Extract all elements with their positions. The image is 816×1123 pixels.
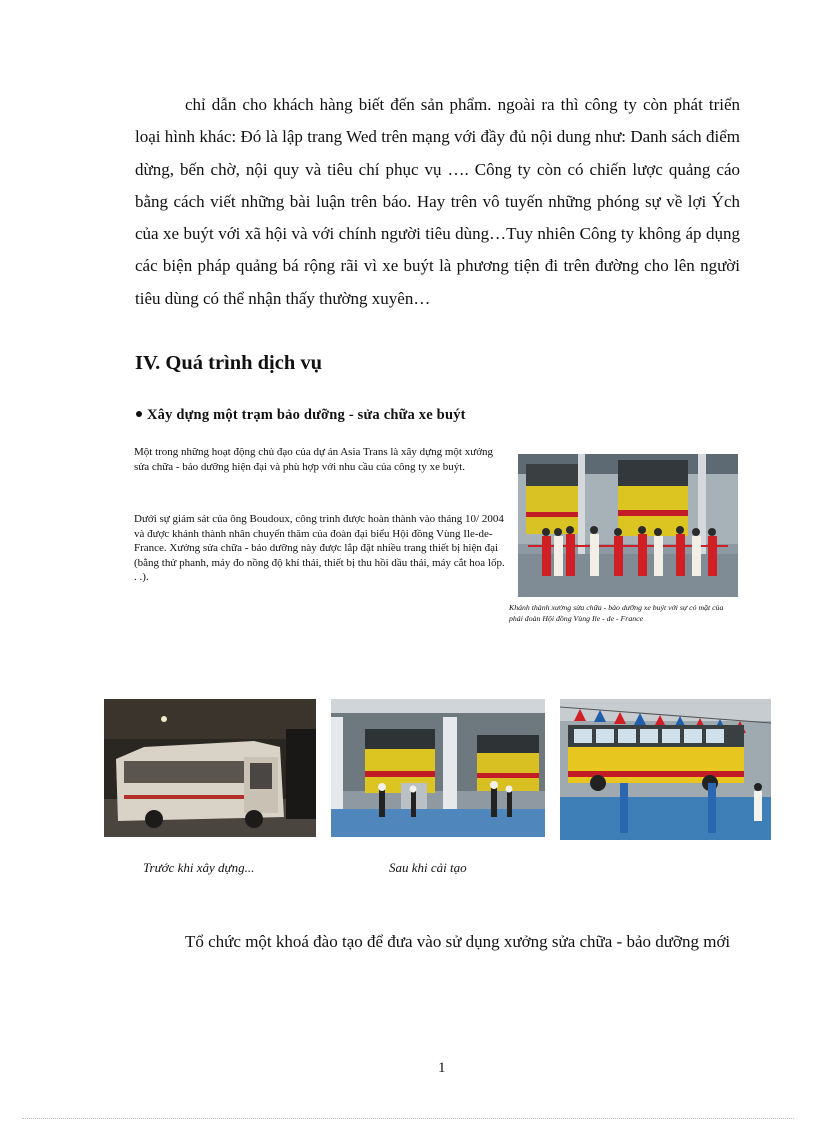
page-number: 1 [438, 1060, 446, 1076]
page-bottom-divider [22, 1118, 794, 1119]
after-caption: Sau khi cải tạo [389, 860, 467, 875]
subsection-paragraph-2: Dưới sự giám sát của ông Boudoux, công trình được hoàn thành vào tháng 10/ 2004 và được khánh thành nhân chuyến thăm của đoàn đại biểu Hội đồng Vùng Ile-de-France. Xưởng sửa chữa - bảo dưỡng này được lắp đặt nhiều trang thiết bị hiện đại (bằng thử phanh, máy đo nồng độ khí thải, thiết bị thu hồi dầu thải, máy cắt hoa lốp. . .). [134, 513, 505, 584]
section-heading: IV. Quá trình dịch vụ [135, 352, 323, 374]
before-caption: Trước khi xây dựng... [143, 860, 255, 875]
subsection-paragraph-1: Một trong những hoạt động chủ đạo của dự án Asia Trans là xây dựng một xưởng sửa chữa - bảo dưỡng hiện đại và phù hợp với nhu cầu của công ty xe buýt. [134, 446, 494, 473]
closing-paragraph [135, 926, 740, 958]
subsection-title: Xây dựng một trạm bảo dưỡng - sửa chữa xe buýt [147, 407, 466, 423]
intro-paragraph-text: chỉ dẫn cho khách hàng biết đến sản phẩm. ngoài ra thì công ty còn phát triển loại hình khác: Đó là lập trang Wed trên mạng với đầy đủ nội dung như: Danh sách điểm dừng, bến chờ, nội quy và tiêu chí phục vụ …. Công ty còn có chiến lược quảng cáo bằng cách viết những bài luận trên báo. Hay trên vô tuyến những phóng sự về lợi Ých của xe buýt với xã hội và với chính người tiêu dùng…Tuy nhiên Công ty không áp dụng các biện pháp quảng bá rộng rãi vì xe buýt là phương tiện đi trên đường cho lên người tiêu dùng có thể nhận thấy thường xuyên… [135, 95, 740, 308]
ribbon-photo-caption: Khánh thành xưởng sửa chữa - bảo dưỡng xe buýt với sự có mặt của phái đoàn Hội đồng Vùng Ile - de - France [509, 603, 724, 623]
closing-paragraph-text: Tổ chức một khoá đào tạo để đưa vào sử dụng xưởng sửa chữa - bảo dưỡng mới [185, 932, 731, 951]
subsection-heading [136, 407, 466, 424]
workshop-lift-photo [560, 699, 771, 840]
after-renovation-photo [331, 699, 545, 837]
ribbon-cutting-photo [518, 454, 738, 597]
before-construction-photo [104, 699, 316, 837]
intro-paragraph [135, 89, 740, 315]
bullet-icon [136, 411, 142, 417]
